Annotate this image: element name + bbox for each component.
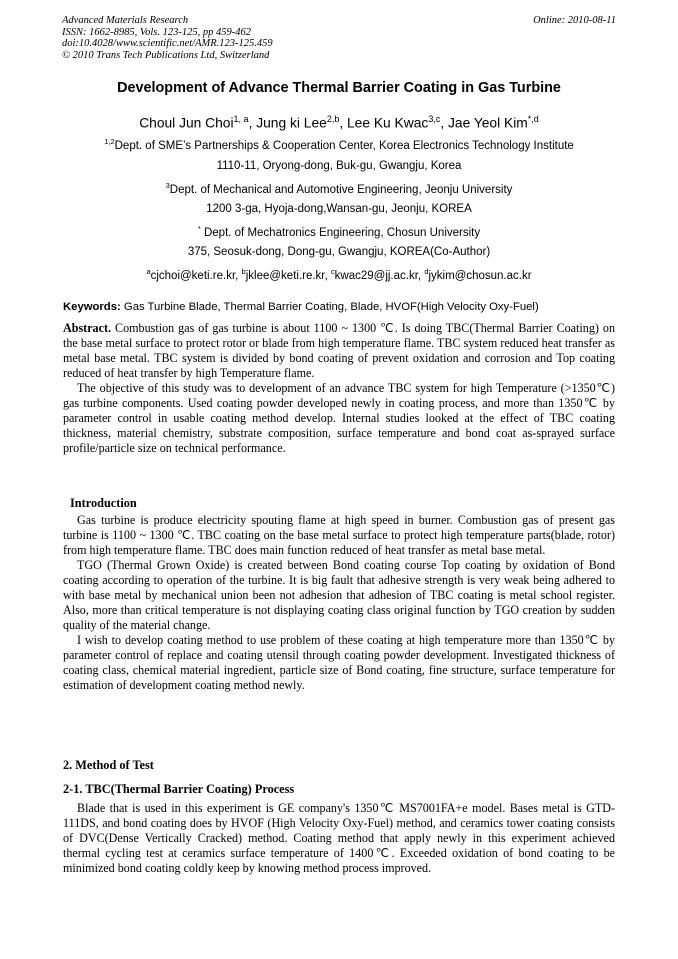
- copyright-line: © 2010 Trans Tech Publications Ltd, Switzerland: [62, 49, 270, 61]
- journal-header: [62, 15, 482, 61]
- affiliation-3-name: [30, 224, 648, 239]
- introduction-paragraph-1: Gas turbine is produce electricity spouting flame at high speed in burner. Combustion gas of present gas turbine is 1100 ~ 1300 ℃. TBC coating on the base metal surface to protect high temperature parts(blade, rotor) from high temperature flame. TBC does main function reduced of heat transfer as metal base metal.: [63, 513, 615, 557]
- method-subheading: 2-1. TBC(Thermal Barrier Coating) Process: [63, 782, 295, 796]
- journal-name: Advanced Materials Research: [62, 15, 189, 26]
- author-name: Jae Yeol Kim: [448, 115, 528, 131]
- online-date: Online: 2010-08-11: [533, 15, 616, 26]
- author-sup: *,d: [527, 114, 539, 124]
- abstract-text: Combustion gas of gas turbine is about 1100 ~ 1300 ℃. Is doing TBC(Thermal Barrier Coating) on the base metal surface to protect rotor or blade from high temperature flame. TBC system reduced heat transfer as metal base metal. TBC system is divided by bond coating of prevent oxidation and corrosion and Top coating reduced of heat transfer by high Temperature flame.: [63, 321, 615, 380]
- affiliation-text: Dept. of Mechatronics Engineering, Chosun University: [200, 226, 481, 239]
- email-sup: b: [241, 267, 246, 276]
- email-sup: d: [424, 267, 429, 276]
- abstract-paragraph-1: [63, 321, 615, 381]
- affiliation-text: Dept. of SME’s Partnerships & Cooperation Center, Korea Electronics Technology Institute: [114, 139, 574, 152]
- introduction-paragraph-3: I wish to develop coating method to use problem of these coating at high temperature more than 1350℃ by parameter control of replace and coating utensil through coating powder development. Investigated thickness of coating class, chemical material ingredient, particle size of Bond coating, fine structure, surface temperature for estimation of development coating method newly.: [63, 633, 615, 692]
- paper-title: Development of Advance Thermal Barrier Coating in Gas Turbine: [117, 80, 561, 96]
- email-sup: c: [330, 267, 335, 276]
- affiliation-2-address: 1200 3-ga, Hyoja-dong,Wansan-gu, Jeonju, KOREA: [206, 203, 472, 215]
- affiliation-1-name: [30, 137, 648, 152]
- introduction-body: [63, 513, 615, 693]
- author-name: Lee Ku Kwac: [347, 115, 429, 131]
- method-heading: 2. Method of Test: [63, 758, 154, 772]
- keywords-text: Gas Turbine Blade, Thermal Barrier Coating, Blade, HVOF(High Velocity Oxy-Fuel): [120, 301, 539, 313]
- email-line: $^a$cjchoi@keti.re.kr, $^b$jklee@keti.re.kr, $^c$kwac29@jj.ac.kr, $^d$jykim@chosun.ac.kr: [146, 267, 532, 282]
- email-link[interactable]: cjchoi@keti.re.kr: [150, 269, 236, 282]
- author-sup: 3,c: [428, 114, 441, 124]
- introduction-heading: Introduction: [70, 496, 137, 510]
- method-paragraph-1: Blade that is used in this experiment is GE company's 1350℃ MS7001FA+e model. Bases metal is GTD-111DS, and bond coating does by HVOF (High Velocity Oxy-Fuel) method, and ceramics tower coating consists of DVC(Dense Vertically Cracked) method. Coating method that apply newly in this experiment achieved thermal cycling test at ceramics surface temperature of 1400℃. Exceeded oxidation of bond coating to be minimized bond coating coldly keep by knowing method process improved.: [63, 801, 615, 875]
- author-list: Choul Jun Choi$^{1, a}$, Jung ki Lee$^{2,b}$, Lee Ku Kwac$^{3,c}$, Jae Yeol Kim$^{*,d}$: [139, 114, 539, 131]
- email-sup: a: [146, 267, 151, 276]
- author-sup: 1, a: [233, 114, 249, 124]
- keywords: [63, 301, 618, 313]
- affiliation-1-address: 1110-11, Oryong-dong, Buk-gu, Gwangju, Korea: [216, 160, 462, 172]
- abstract: [63, 321, 615, 456]
- introduction-paragraph-2: TGO (Thermal Grown Oxide) is created between Bond coating course Top coating by oxidation of Bond coating according to operation of the turbine. It is big fault that adhesive strength is very weak being adhered to with base metal by mechanical union been not adhesion that adhesion of TBC coating is metal school register. Also, more than critical temperature is not displaying coating class original function by TGO creation by sudden quality of the material change.: [63, 558, 615, 632]
- email-link[interactable]: jklee@keti.re.kr: [245, 269, 325, 282]
- affiliation-text: Dept. of Mechanical and Automotive Engineering, Jeonju University: [169, 183, 513, 196]
- affiliation-sup: *: [197, 224, 201, 233]
- author-name: Jung ki Lee: [256, 115, 327, 131]
- author-name: Choul Jun Choi: [139, 115, 234, 131]
- email-link[interactable]: jykim@chosun.ac.kr: [428, 269, 532, 282]
- affiliation-sup: 1,2: [104, 137, 115, 146]
- doi-line: doi:10.4028/www.scientific.net/AMR.123-125.459: [62, 38, 273, 50]
- affiliation-sup: 3: [165, 181, 170, 190]
- abstract-label: Abstract.: [63, 321, 112, 335]
- affiliation-3-address: 375, Seosuk-dong, Dong-gu, Gwangju, KOREA(Co-Author): [187, 246, 491, 258]
- affiliation-2-name: [30, 181, 648, 196]
- keywords-label: Keywords:: [63, 301, 121, 313]
- author-sup: 2,b: [326, 114, 340, 124]
- method-body: [63, 801, 615, 876]
- issn-line: ISSN: 1662-8985, Vols. 123-125, pp 459-462: [62, 26, 251, 38]
- email-link[interactable]: kwac29@jj.ac.kr: [334, 269, 418, 282]
- abstract-paragraph-2: The objective of this study was to development of an advance TBC system for high Temperature (>1350℃) gas turbine components. Used coating powder developed newly in coating process, and more than 1350℃ by parameter control in usable coating method develop. Internal studies looked at the effect of TBC coating thickness, material chemistry, substrate composition, surface temperature and bond coat as-sprayed surface profile/particle size on technical performance.: [63, 381, 615, 455]
